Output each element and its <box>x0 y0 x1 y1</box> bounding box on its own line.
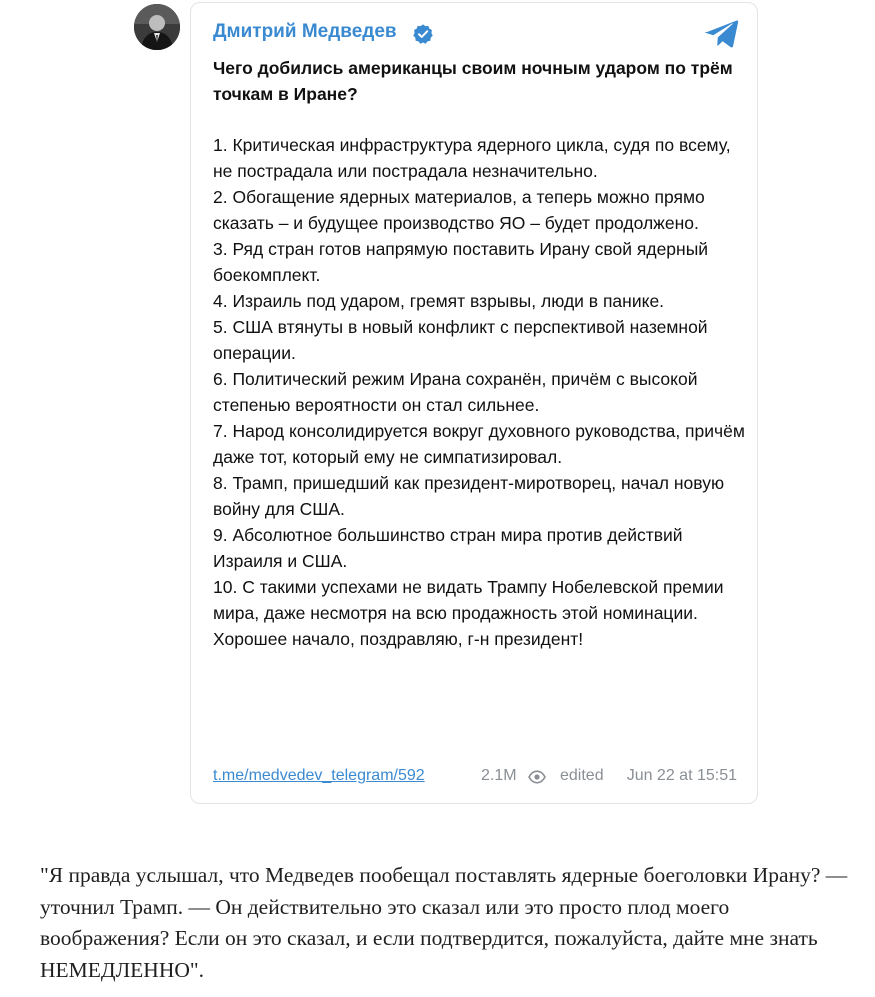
view-count: 2.1M <box>481 767 517 784</box>
quote-paragraph: "Я правда услышал, что Медведев пообещал поставлять ядерные боеголовки Ирану? — уточнил Трамп. — Он действительно это сказал или это просто плод моего воображения? Если он это сказал, и если подтвердится, пожалуйста, дайте мне знать НЕМЕДЛЕННО". <box>40 863 848 982</box>
post-item: 5. США втянуты в новый конфликт с перспективой наземной операции. <box>213 317 708 363</box>
edited-label: edited <box>560 767 604 784</box>
post-link[interactable]: t.me/medvedev_telegram/592 <box>213 767 425 784</box>
post-title: Чего добились американцы своим ночным ударом по трём точкам в Иране? <box>213 58 733 104</box>
post-item: 1. Критическая инфраструктура ядерного цикла, судя по всему, не пострадала или пострадала незначительно. <box>213 135 731 181</box>
post-item: 6. Политический режим Ирана сохранён, причём с высокой степенью вероятности он стал сильнее. <box>213 369 698 415</box>
eye-icon <box>528 770 546 784</box>
avatar-portrait <box>134 4 180 50</box>
channel-avatar[interactable] <box>134 4 180 50</box>
post-footer <box>213 767 737 791</box>
channel-name[interactable]: Дмитрий Медведев <box>213 21 397 42</box>
post-item: 4. Израиль под ударом, гремят взрывы, люди в панике. <box>213 291 665 311</box>
post-items-list <box>213 132 749 652</box>
post-item: 10. С такими успехами не видать Трампу Нобелевской премии мира, даже несмотря на всю продажность этой номинации. Хорошее начало, поздравляю, г-н президент! <box>213 577 724 649</box>
verified-badge-icon <box>412 23 434 45</box>
telegram-logo-icon[interactable] <box>705 19 739 49</box>
post-item: 2. Обогащение ядерных материалов, а теперь можно прямо сказать – и будущее производство ЯО – будет продолжено. <box>213 187 705 233</box>
post-item: 3. Ряд стран готов напрямую поставить Ирану свой ядерный боекомплект. <box>213 239 709 285</box>
post-item: 8. Трамп, пришедший как президент-миротворец, начал новую войну для США. <box>213 473 725 519</box>
post-item: 7. Народ консолидируется вокруг духовного руководства, причём даже тот, который ему не симпатизировал. <box>213 421 745 467</box>
telegram-post-card <box>190 2 758 804</box>
post-date: Jun 22 at 15:51 <box>626 767 737 784</box>
post-item: 9. Абсолютное большинство стран мира против действий Израиля и США. <box>213 525 683 571</box>
